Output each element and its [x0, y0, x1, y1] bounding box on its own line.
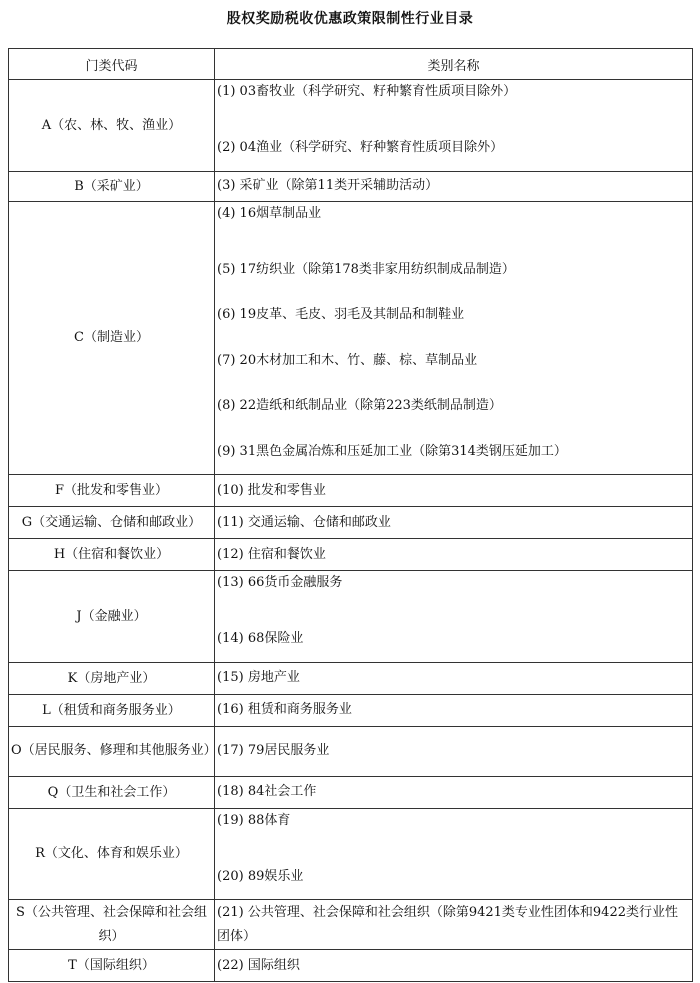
category-item: (13) 66货币金融服务 — [217, 575, 343, 590]
category-code: Q（卫生和社会工作） — [9, 776, 215, 808]
category-code: J（金融业） — [9, 571, 215, 663]
table-row — [9, 950, 693, 982]
category-item: (20) 89娱乐业 — [217, 868, 304, 884]
category-names — [215, 539, 693, 571]
category-names — [215, 662, 693, 694]
category-names — [215, 776, 693, 808]
table-row — [9, 900, 693, 950]
category-names — [215, 694, 693, 726]
category-code: A（农、林、牧、渔业） — [9, 80, 215, 172]
category-item: (11) 交通运输、仓储和邮政业 — [217, 514, 391, 530]
category-names — [215, 80, 693, 172]
category-code: C（制造业） — [9, 201, 215, 475]
category-code: G（交通运输、仓储和邮政业） — [9, 507, 215, 539]
table-row — [9, 171, 693, 201]
catalog-table — [8, 48, 693, 982]
table-row — [9, 507, 693, 539]
category-code: O（居民服务、修理和其他服务业） — [9, 726, 215, 776]
category-names — [215, 950, 693, 982]
header-row — [9, 49, 693, 80]
category-item: (17) 79居民服务业 — [217, 743, 330, 758]
category-code: T（国际组织） — [9, 950, 215, 982]
category-item: (6) 19皮革、毛皮、羽毛及其制品和制鞋业 — [217, 307, 465, 322]
table-row — [9, 539, 693, 571]
category-code: K（房地产业） — [9, 662, 215, 694]
category-code: B（采矿业） — [9, 171, 215, 201]
category-item: (7) 20木材加工和木、竹、藤、棕、草制品业 — [217, 352, 478, 368]
category-names — [215, 726, 693, 776]
table-row — [9, 662, 693, 694]
category-item: (14) 68保险业 — [217, 631, 304, 646]
table-row — [9, 475, 693, 507]
table-row — [9, 694, 693, 726]
page-title: 股权奖励税收优惠政策限制性行业目录 — [226, 11, 474, 27]
category-item: (19) 88体育 — [217, 812, 291, 828]
category-item: (22) 国际组织 — [217, 957, 300, 973]
table-row — [9, 776, 693, 808]
category-item: (1) 03畜牧业（科学研究、籽种繁育性质项目除外） — [217, 84, 517, 99]
category-names — [215, 475, 693, 507]
category-code: F（批发和零售业） — [9, 475, 215, 507]
table-row — [9, 571, 693, 663]
category-names — [215, 201, 693, 475]
category-names — [215, 900, 693, 950]
header-code: 门类代码 — [9, 49, 215, 80]
category-names — [215, 571, 693, 663]
category-names — [215, 507, 693, 539]
category-code: L（租赁和商务服务业） — [9, 694, 215, 726]
category-code: H（住宿和餐饮业） — [9, 539, 215, 571]
table-body — [9, 80, 693, 982]
category-item: (4) 16烟草制品业 — [217, 205, 322, 221]
category-names — [215, 171, 693, 201]
category-item: (21) 公共管理、社会保障和社会组织（除第9421类专业性团体和9422类行业性团体） — [217, 904, 678, 944]
category-item: (18) 84社会工作 — [217, 784, 317, 799]
table-row — [9, 201, 693, 475]
table-row — [9, 808, 693, 900]
table-row — [9, 80, 693, 172]
category-item: (3) 采矿业（除第11类开采辅助活动） — [217, 178, 439, 193]
category-code: S（公共管理、社会保障和社会组织） — [9, 900, 215, 950]
category-code: R（文化、体育和娱乐业） — [9, 808, 215, 900]
category-names — [215, 808, 693, 900]
category-item: (8) 22造纸和纸制品业（除第223类纸制品制造） — [217, 398, 502, 413]
category-item: (12) 住宿和餐饮业 — [217, 546, 326, 562]
category-item: (2) 04渔业（科学研究、籽种繁育性质项目除外） — [217, 140, 504, 155]
category-item: (9) 31黑色金属冶炼和压延加工业（除第314类钢压延加工） — [217, 443, 567, 459]
table-row — [9, 726, 693, 776]
category-item: (15) 房地产业 — [217, 670, 300, 685]
category-item: (5) 17纺织业（除第178类非家用纺织制成品制造） — [217, 261, 515, 277]
category-item: (16) 租赁和商务服务业 — [217, 702, 352, 717]
header-name: 类别名称 — [215, 49, 693, 80]
category-item: (10) 批发和零售业 — [217, 482, 326, 498]
